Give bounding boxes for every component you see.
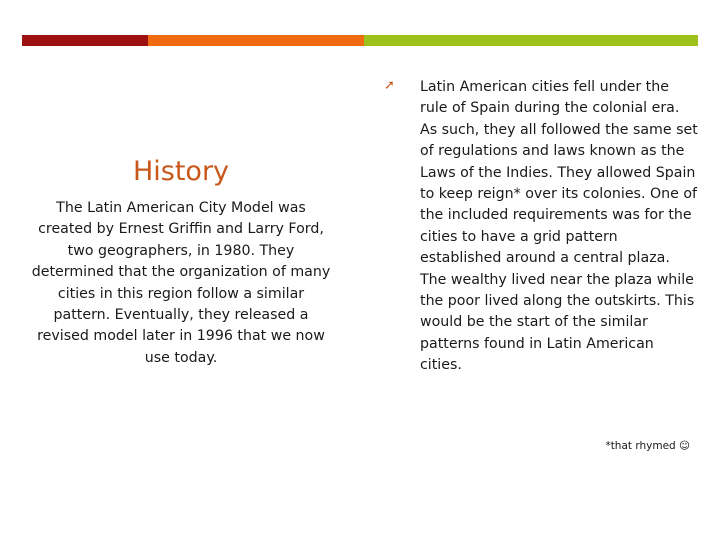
top-bar-segment-green [364, 35, 698, 46]
footnote: *that rhymed ☺ [605, 440, 690, 452]
top-bar-segment-orange [148, 35, 364, 46]
history-paragraph: The Latin American City Model was created by Ernest Griffin and Larry Ford, two geographers, in 1980. They determined that the organization of many cities in this region follow a similar pattern. Eventually, they released a revised model later in 1996 that we now use today. [31, 200, 331, 366]
slide-title: History [132, 156, 230, 187]
top-color-bar [22, 35, 698, 46]
top-bar-segment-red [22, 35, 148, 46]
bullet-paragraph: Latin American cities fell under the rule of Spain during the colonial era. As such, they all followed the same set of regulations and laws known as the Laws of the Indies. They allowed Spain to keep reign* over its colonies. One of the included requirements was for the cities to have a grid pattern established around a central plaza. The wealthy lived near the plaza while the poor lived along the outskirts. This would be the start of the similar patterns found in Latin American cities. [420, 79, 698, 374]
arrow-bullet-icon: ➚ [384, 78, 395, 93]
